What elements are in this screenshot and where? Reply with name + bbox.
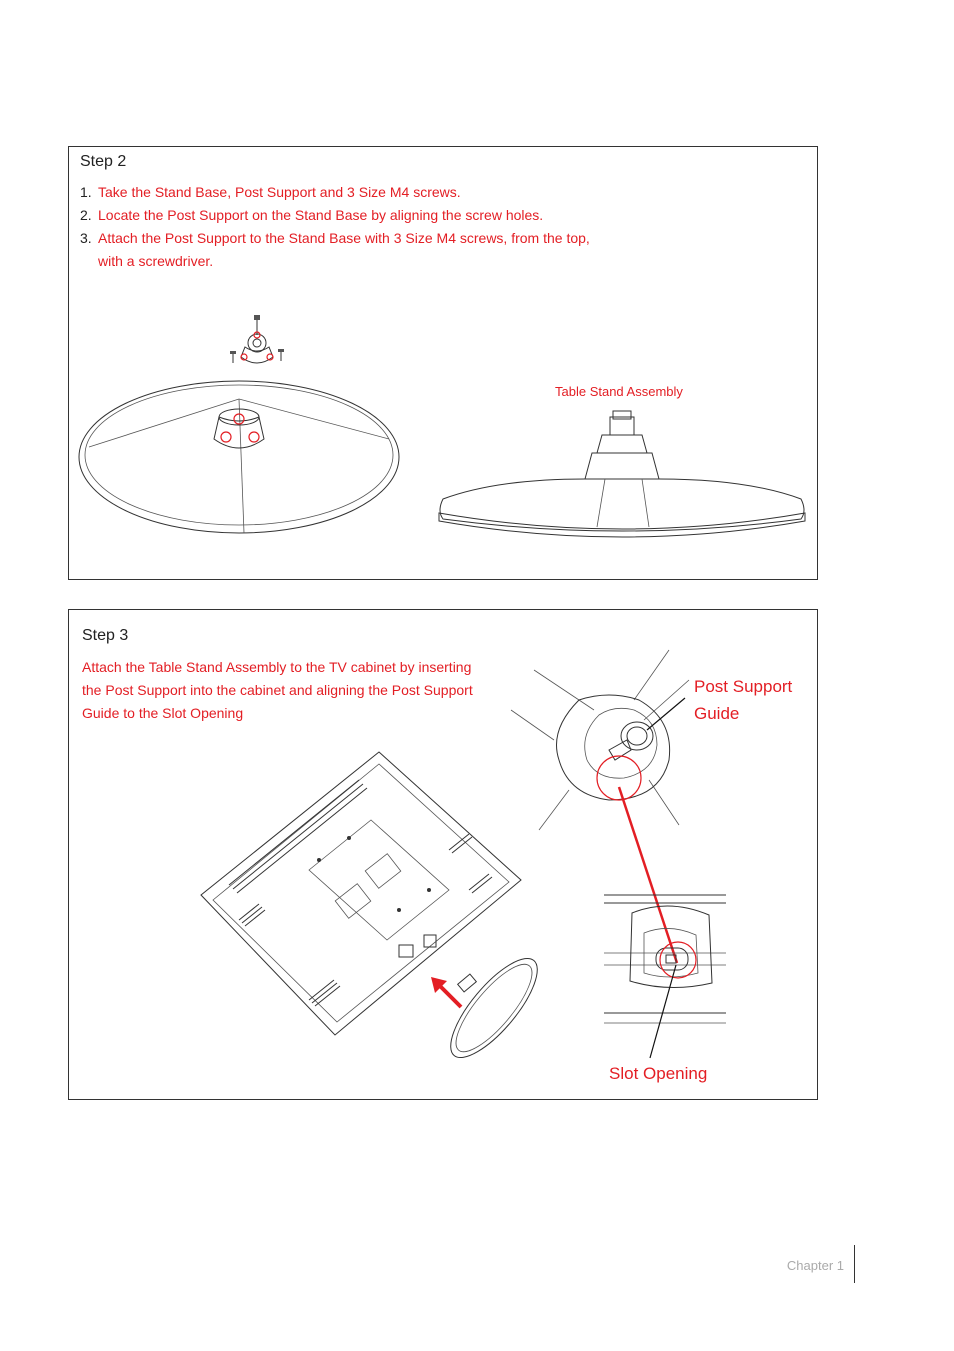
post-support-guide-label-line2: Guide: [694, 704, 740, 723]
post-support-with-screws-icon: [230, 315, 284, 363]
list-item: 1. Take the Stand Base, Post Support and 3 Size M4 screws.: [80, 184, 461, 200]
stand-base-illustration: [69, 307, 409, 567]
chapter-footer-label: Chapter 1: [786, 1258, 844, 1273]
stand-assembly-small-illustration: [439, 960, 549, 1060]
step-2-instructions: [80, 181, 610, 273]
slot-opening-label: Slot Opening: [609, 1064, 708, 1083]
table-stand-assembly-caption: Table Stand Assembly: [555, 384, 683, 399]
slot-opening-closeup: [604, 893, 729, 1053]
step-3-panel: [68, 609, 818, 1100]
list-item: 2. Locate the Post Support on the Stand Base by aligning the screw holes.: [80, 207, 544, 223]
step-3-title: Step 3: [82, 627, 129, 644]
list-item: 3. Attach the Post Support to the Stand Base with 3 Size M4 screws, from the top, with a screwdriver.: [80, 230, 590, 269]
table-stand-assembly-illustration: [437, 407, 809, 547]
footer-divider: [854, 1245, 855, 1283]
step-2-title: Step 2: [80, 153, 127, 170]
post-support-guide-label-line1: Post Support: [694, 677, 793, 696]
step-2-panel: [68, 146, 818, 580]
step-3-instruction: Attach the Table Stand Assembly to the TV cabinet by inserting the Post Support into the cabinet and aligning the Post Support Guide to the Slot Opening: [82, 659, 473, 721]
